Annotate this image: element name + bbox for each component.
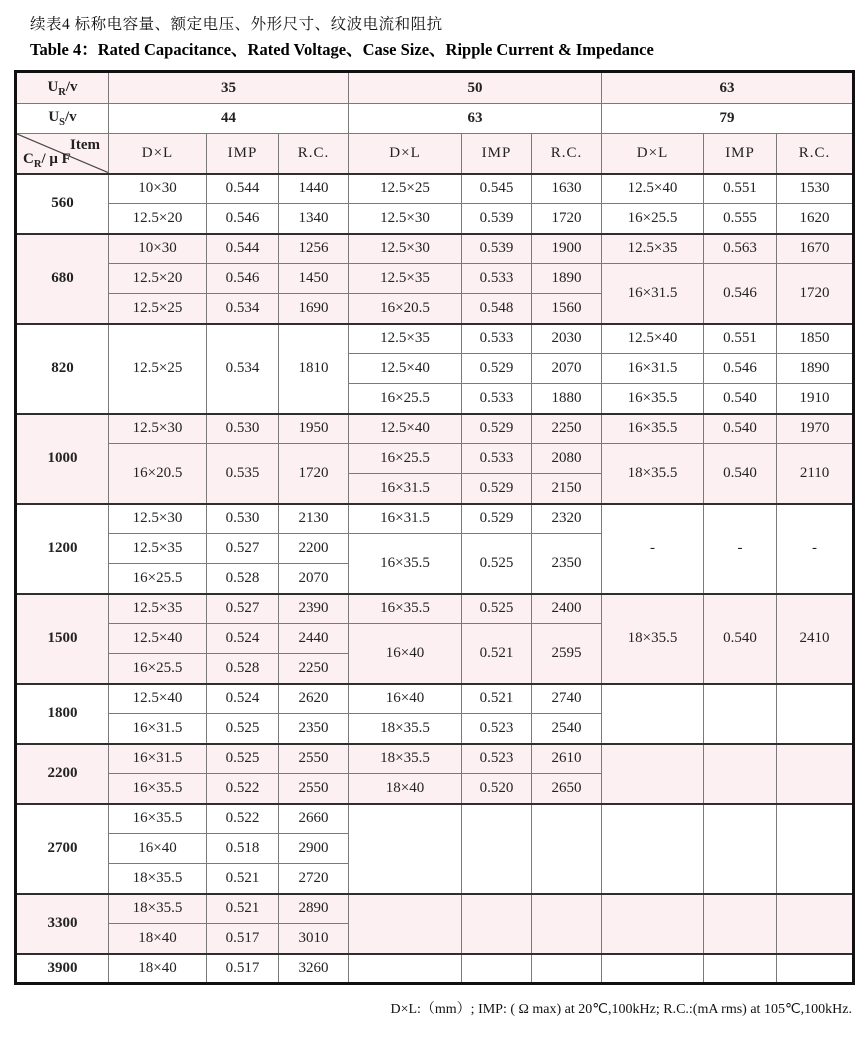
column-header-row [16, 134, 854, 174]
case-size-cell: 16×25.5 [109, 654, 207, 684]
impedance-cell: 0.518 [207, 834, 279, 864]
units-footnote: D×L:（mm）; IMP: ( Ω max) at 20℃,100kHz; R.C.:(mA rms) at 105℃,100kHz. [390, 1002, 852, 1017]
ripple-current-cell: 1890 [532, 264, 602, 294]
impedance-cell: 0.522 [207, 774, 279, 804]
corner-item-label: Item [70, 137, 100, 153]
ripple-current-cell: 2890 [279, 894, 349, 924]
ripple-current-cell: 2550 [279, 774, 349, 804]
ripple-current-cell: 1450 [279, 264, 349, 294]
impedance-cell: 0.539 [462, 204, 532, 234]
ur-value-63: 63 [602, 72, 854, 104]
impedance-cell: 0.539 [462, 234, 532, 264]
case-size-cell: 16×31.5 [109, 714, 207, 744]
case-size-cell: 12.5×40 [349, 354, 462, 384]
col-header-imp: IMP [462, 134, 532, 174]
case-size-cell: 12.5×30 [349, 234, 462, 264]
case-size-cell: 10×30 [109, 234, 207, 264]
capacitance-cell: 2700 [16, 804, 109, 894]
case-size-cell: 16×35.5 [349, 594, 462, 624]
ripple-current-cell [532, 954, 602, 984]
capacitance-cell: 3300 [16, 894, 109, 954]
ripple-current-cell [777, 954, 854, 984]
ripple-current-cell [777, 894, 854, 954]
impedance-cell: 0.534 [207, 324, 279, 414]
table-row [16, 264, 854, 294]
case-size-cell: 12.5×30 [349, 204, 462, 234]
ripple-current-cell: 1690 [279, 294, 349, 324]
col-header-rc: R.C. [279, 134, 349, 174]
ripple-current-cell: 1970 [777, 414, 854, 444]
case-size-cell: 18×35.5 [349, 714, 462, 744]
impedance-cell: 0.524 [207, 624, 279, 654]
ripple-current-cell [777, 684, 854, 744]
ripple-current-cell: 1256 [279, 234, 349, 264]
ripple-current-cell: 2150 [532, 474, 602, 504]
case-size-cell: 12.5×30 [109, 414, 207, 444]
ur-value-50: 50 [349, 72, 602, 104]
ripple-current-cell: 2540 [532, 714, 602, 744]
case-size-cell: 16×40 [349, 684, 462, 714]
ripple-current-cell: 1620 [777, 204, 854, 234]
case-size-cell: 16×40 [109, 834, 207, 864]
impedance-cell: 0.521 [207, 894, 279, 924]
case-size-cell: 10×30 [109, 174, 207, 204]
table-row [16, 324, 854, 354]
case-size-cell: 12.5×40 [109, 624, 207, 654]
impedance-cell: 0.520 [462, 774, 532, 804]
case-size-cell: 12.5×35 [109, 534, 207, 564]
corner-header-cell [16, 134, 109, 174]
ripple-current-cell: 1910 [777, 384, 854, 414]
impedance-cell: 0.522 [207, 804, 279, 834]
impedance-cell [704, 894, 777, 954]
case-size-cell: 12.5×35 [349, 264, 462, 294]
ur-label: $U_R/v$ [16, 72, 109, 104]
ripple-current-cell: 2250 [532, 414, 602, 444]
impedance-cell: 0.523 [462, 714, 532, 744]
table-row [16, 204, 854, 234]
case-size-cell: 18×40 [349, 774, 462, 804]
impedance-cell: 0.523 [462, 744, 532, 774]
case-size-cell: 16×35.5 [602, 384, 704, 414]
impedance-cell: 0.546 [704, 354, 777, 384]
impedance-cell: 0.545 [462, 174, 532, 204]
case-size-cell: 16×25.5 [349, 444, 462, 474]
case-size-cell: 12.5×40 [349, 414, 462, 444]
impedance-cell: 0.540 [704, 444, 777, 504]
impedance-cell [704, 954, 777, 984]
table-row [16, 504, 854, 534]
ripple-current-cell: 2350 [279, 714, 349, 744]
ripple-current-cell [777, 804, 854, 894]
case-size-cell: 16×40 [349, 624, 462, 684]
impedance-cell: 0.528 [207, 564, 279, 594]
ripple-current-cell: 2720 [279, 864, 349, 894]
ripple-current-cell: 2130 [279, 504, 349, 534]
capacitance-cell: 680 [16, 234, 109, 324]
case-size-cell: 16×35.5 [349, 534, 462, 594]
ripple-current-cell: 2900 [279, 834, 349, 864]
impedance-cell [704, 684, 777, 744]
case-size-cell: 12.5×25 [349, 174, 462, 204]
ur-value-35: 35 [109, 72, 349, 104]
case-size-cell: 16×35.5 [602, 414, 704, 444]
col-header-rc: R.C. [532, 134, 602, 174]
col-header-dxl: D×L [349, 134, 462, 174]
page-title-chinese: 续表4 标称电容量、额定电压、外形尺寸、纹波电流和阻抗 [30, 16, 443, 33]
ripple-current-cell [532, 894, 602, 954]
case-size-cell: 12.5×35 [602, 234, 704, 264]
case-size-cell: 18×35.5 [109, 864, 207, 894]
case-size-cell: 12.5×25 [109, 324, 207, 414]
case-size-cell: 16×20.5 [349, 294, 462, 324]
ripple-current-cell: 2350 [532, 534, 602, 594]
table-body [16, 174, 854, 984]
table-row [16, 894, 854, 924]
col-header-rc: R.C. [777, 134, 854, 174]
rated-voltage-row [16, 72, 854, 104]
ripple-current-cell: 2400 [532, 594, 602, 624]
case-size-cell: 12.5×25 [109, 294, 207, 324]
impedance-cell [462, 954, 532, 984]
ripple-current-cell [777, 744, 854, 804]
ripple-current-cell: 1560 [532, 294, 602, 324]
case-size-cell [602, 744, 704, 804]
impedance-cell: 0.517 [207, 924, 279, 954]
impedance-cell: 0.540 [704, 594, 777, 684]
case-size-cell: 16×25.5 [602, 204, 704, 234]
capacitance-cell: 3900 [16, 954, 109, 984]
impedance-cell: 0.546 [207, 204, 279, 234]
impedance-cell: 0.521 [462, 624, 532, 684]
case-size-cell: 16×31.5 [602, 354, 704, 384]
impedance-cell: 0.544 [207, 174, 279, 204]
ripple-current-cell: 2440 [279, 624, 349, 654]
ripple-current-cell: 2070 [279, 564, 349, 594]
page-title-english: Table 4：Rated Capacitance、Rated Voltage、Case Size、Ripple Current & Impedance [30, 40, 654, 59]
case-size-cell: 12.5×35 [349, 324, 462, 354]
case-size-cell [602, 954, 704, 984]
case-size-cell: 18×40 [109, 924, 207, 954]
case-size-cell [349, 954, 462, 984]
ripple-current-cell: 1900 [532, 234, 602, 264]
case-size-cell: 16×31.5 [602, 264, 704, 324]
table-row [16, 594, 854, 624]
ripple-current-cell: 2070 [532, 354, 602, 384]
ripple-current-cell: 2030 [532, 324, 602, 354]
ripple-current-cell: 2110 [777, 444, 854, 504]
impedance-cell: 0.525 [207, 744, 279, 774]
case-size-cell: 12.5×20 [109, 264, 207, 294]
col-header-imp: IMP [207, 134, 279, 174]
impedance-cell [462, 894, 532, 954]
case-size-cell: 18×35.5 [109, 894, 207, 924]
ripple-current-cell: 2740 [532, 684, 602, 714]
case-size-cell [602, 804, 704, 894]
impedance-cell: - [704, 504, 777, 594]
ripple-current-cell: 2200 [279, 534, 349, 564]
case-size-cell: 16×31.5 [349, 504, 462, 534]
impedance-cell: 0.530 [207, 414, 279, 444]
ripple-current-cell [532, 804, 602, 894]
impedance-cell: 0.540 [704, 384, 777, 414]
ripple-current-cell: 2320 [532, 504, 602, 534]
impedance-cell: 0.546 [704, 264, 777, 324]
impedance-cell: 0.544 [207, 234, 279, 264]
impedance-cell: 0.563 [704, 234, 777, 264]
impedance-cell: 0.535 [207, 444, 279, 504]
case-size-cell [349, 804, 462, 894]
table-row [16, 414, 854, 444]
surge-voltage-row [16, 104, 854, 134]
table-row [16, 234, 854, 264]
ripple-current-cell: 2620 [279, 684, 349, 714]
impedance-cell: 0.527 [207, 534, 279, 564]
impedance-cell: 0.525 [207, 714, 279, 744]
impedance-cell: 0.524 [207, 684, 279, 714]
capacitance-cell: 1500 [16, 594, 109, 684]
ripple-current-cell: 1720 [279, 444, 349, 504]
impedance-cell: 0.527 [207, 594, 279, 624]
case-size-cell: 16×25.5 [109, 564, 207, 594]
table-row [16, 684, 854, 714]
case-size-cell: 12.5×40 [602, 174, 704, 204]
case-size-cell: 12.5×30 [109, 504, 207, 534]
case-size-cell: 12.5×40 [109, 684, 207, 714]
us-value-79: 79 [602, 104, 854, 134]
impedance-cell: 0.525 [462, 534, 532, 594]
impedance-cell: 0.533 [462, 384, 532, 414]
ripple-current-cell: 2595 [532, 624, 602, 684]
impedance-cell: 0.533 [462, 324, 532, 354]
ripple-current-cell: 1720 [532, 204, 602, 234]
case-size-cell [602, 684, 704, 744]
impedance-cell: 0.521 [462, 684, 532, 714]
col-header-imp: IMP [704, 134, 777, 174]
case-size-cell: 18×40 [109, 954, 207, 984]
ripple-current-cell: 2610 [532, 744, 602, 774]
spec-table [14, 70, 855, 985]
ripple-current-cell: 1670 [777, 234, 854, 264]
impedance-cell: 0.517 [207, 954, 279, 984]
impedance-cell: 0.551 [704, 324, 777, 354]
us-value-63: 63 [349, 104, 602, 134]
impedance-cell: 0.551 [704, 174, 777, 204]
capacitance-cell: 560 [16, 174, 109, 234]
impedance-cell: 0.525 [462, 594, 532, 624]
col-header-dxl: D×L [109, 134, 207, 174]
case-size-cell: 16×35.5 [109, 804, 207, 834]
impedance-cell: 0.534 [207, 294, 279, 324]
capacitance-cell: 1000 [16, 414, 109, 504]
impedance-cell: 0.548 [462, 294, 532, 324]
col-header-dxl: D×L [602, 134, 704, 174]
ripple-current-cell: 1530 [777, 174, 854, 204]
impedance-cell: 0.533 [462, 264, 532, 294]
case-size-cell [602, 894, 704, 954]
table-row [16, 954, 854, 984]
case-size-cell: 16×35.5 [109, 774, 207, 804]
ripple-current-cell: 1810 [279, 324, 349, 414]
table-row [16, 444, 854, 474]
ripple-current-cell: 3260 [279, 954, 349, 984]
case-size-cell: 16×20.5 [109, 444, 207, 504]
impedance-cell: 0.555 [704, 204, 777, 234]
ripple-current-cell: 1720 [777, 264, 854, 324]
case-size-cell: 12.5×35 [109, 594, 207, 624]
case-size-cell: 18×35.5 [602, 594, 704, 684]
ripple-current-cell: 2250 [279, 654, 349, 684]
impedance-cell: 0.521 [207, 864, 279, 894]
case-size-cell: 18×35.5 [602, 444, 704, 504]
case-size-cell: - [602, 504, 704, 594]
ripple-current-cell: 2550 [279, 744, 349, 774]
impedance-cell: 0.530 [207, 504, 279, 534]
ripple-current-cell: 2080 [532, 444, 602, 474]
capacitance-cell: 1800 [16, 684, 109, 744]
impedance-cell: 0.529 [462, 504, 532, 534]
table-row [16, 744, 854, 774]
ripple-current-cell: 3010 [279, 924, 349, 954]
case-size-cell [349, 894, 462, 954]
ripple-current-cell: 1850 [777, 324, 854, 354]
ripple-current-cell: 1950 [279, 414, 349, 444]
impedance-cell [704, 744, 777, 804]
ripple-current-cell: 2410 [777, 594, 854, 684]
ripple-current-cell: 2660 [279, 804, 349, 834]
impedance-cell: 0.528 [207, 654, 279, 684]
ripple-current-cell: 1880 [532, 384, 602, 414]
impedance-cell [704, 804, 777, 894]
case-size-cell: 12.5×40 [602, 324, 704, 354]
impedance-cell: 0.546 [207, 264, 279, 294]
table-row [16, 804, 854, 834]
ripple-current-cell: 1340 [279, 204, 349, 234]
ripple-current-cell: 1440 [279, 174, 349, 204]
case-size-cell: 16×31.5 [349, 474, 462, 504]
case-size-cell: 12.5×20 [109, 204, 207, 234]
ripple-current-cell: 2390 [279, 594, 349, 624]
case-size-cell: 16×25.5 [349, 384, 462, 414]
case-size-cell: 16×31.5 [109, 744, 207, 774]
capacitance-cell: 2200 [16, 744, 109, 804]
impedance-cell: 0.540 [704, 414, 777, 444]
ripple-current-cell: 1630 [532, 174, 602, 204]
us-label: $U_S/v$ [16, 104, 109, 134]
ripple-current-cell: - [777, 504, 854, 594]
case-size-cell: 18×35.5 [349, 744, 462, 774]
impedance-cell [462, 804, 532, 894]
corner-cr-label: $C_R/$ μ F [23, 150, 71, 170]
table-row [16, 174, 854, 204]
impedance-cell: 0.533 [462, 444, 532, 474]
ripple-current-cell: 2650 [532, 774, 602, 804]
impedance-cell: 0.529 [462, 474, 532, 504]
capacitance-cell: 1200 [16, 504, 109, 594]
us-value-44: 44 [109, 104, 349, 134]
impedance-cell: 0.529 [462, 414, 532, 444]
ripple-current-cell: 1890 [777, 354, 854, 384]
capacitance-cell: 820 [16, 324, 109, 414]
impedance-cell: 0.529 [462, 354, 532, 384]
